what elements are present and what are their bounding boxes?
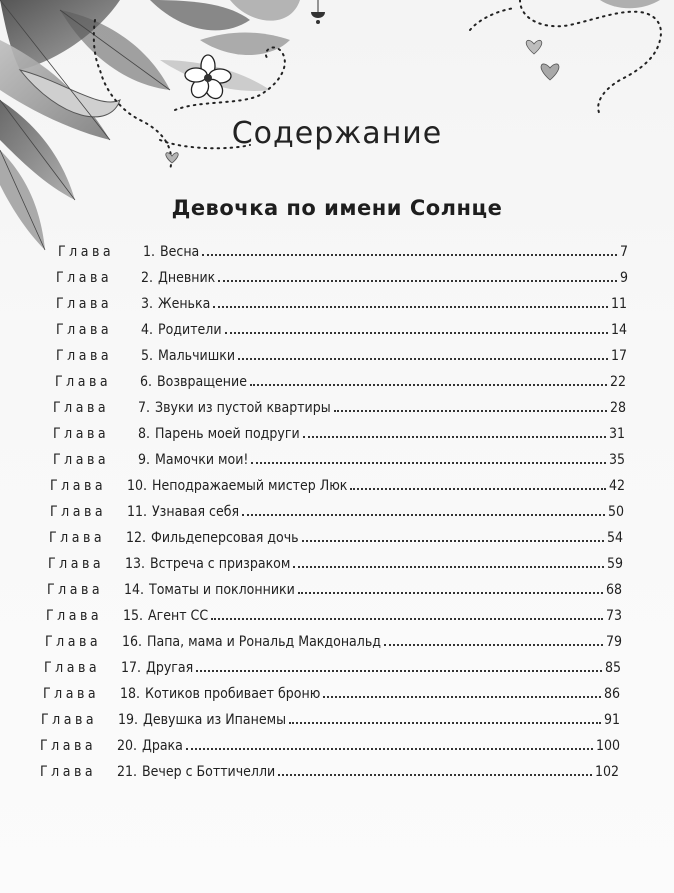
heart-icon [166,153,178,163]
chapter-number: 6. [139,374,152,390]
chapter-label: Глава [58,244,115,260]
chapter-label: Глава [53,452,110,468]
toc-entry [56,342,627,364]
page-number: 35 [608,452,625,468]
chapter-label: Глава [55,374,112,390]
page-number: 42 [608,478,625,494]
page-number: 68 [605,582,622,598]
chapter-number: 19. [117,712,138,728]
chapter-title: Фильдеперсовая дочь [151,530,299,546]
dot-leader [334,409,607,412]
toc-entry [50,498,624,520]
page-number: 54 [606,530,623,546]
dot-leader [293,565,604,568]
dot-leader [303,435,606,438]
book-part-title: Девочка по имени Солнце [171,196,503,220]
chapter-label: Глава [56,270,113,286]
chapter-title: Девушка из Ипанемы [143,712,287,728]
leaf-cluster-top-icon [150,0,300,91]
dot-leader [213,305,608,308]
page-number: 59 [606,556,623,572]
chapter-title: Другая [146,660,194,676]
chapter-label: Глава [40,764,97,780]
dot-leader [238,357,608,360]
chapter-label: Глава [49,530,106,546]
dotted-swirl-right [520,0,661,115]
dot-leader [218,279,617,282]
page-number: 28 [609,400,626,416]
toc-entry [50,472,625,494]
chapter-number: 3. [140,296,153,312]
chapter-label: Глава [56,296,113,312]
chapter-title: Неподражаемый мистер Люк [152,478,348,494]
toc-entry [40,732,620,754]
dot-leader [211,617,603,620]
toc-entry [45,628,622,650]
dot-leader [350,487,606,490]
chapter-label: Глава [43,686,100,702]
chapter-title: Возвращение [157,374,247,390]
chapter-title: Весна [160,244,200,260]
page-number: 11 [610,296,627,312]
dot-leader [202,253,617,256]
toc-entry [49,524,623,546]
chapter-title: Томаты и поклонники [149,582,295,598]
chapter-number: 18. [119,686,140,702]
dotted-swirl-center [175,47,285,110]
leaf-top-right-icon [600,0,660,8]
page-number: 102 [594,764,619,780]
chapter-title: Котиков пробивает броню [145,686,321,702]
chapter-title: Парень моей подруги [155,426,300,442]
dot-leader [302,539,604,542]
dot-leader [289,721,601,724]
chapter-title: Женька [158,296,211,312]
page-title: Содержание [231,116,443,151]
page-number: 91 [603,712,620,728]
chapter-number: 20. [116,738,137,754]
toc-entry [53,420,625,442]
toc-entry [56,316,627,338]
page-number: 22 [609,374,626,390]
page-number: 73 [605,608,622,624]
chapter-number: 12. [125,530,146,546]
chapter-title: Узнавая себя [152,504,240,520]
chapter-label: Глава [56,322,113,338]
chapter-title: Родители [158,322,222,338]
dot-leader [225,331,608,334]
toc-entry [40,758,619,780]
chapter-title: Мальчишки [158,348,236,364]
chapter-label: Глава [53,400,110,416]
heart-icon [526,40,542,54]
page-number: 31 [608,426,625,442]
chapter-title: Папа, мама и Рональд Макдональд [147,634,381,650]
dot-leader [251,461,606,464]
chapter-number: 5. [140,348,153,364]
chapter-title: Мамочки мои! [155,452,249,468]
toc-entry [41,706,620,728]
heart-icon [541,64,559,80]
toc-entry [56,264,628,286]
toc-entry [48,550,623,572]
dot-leader [323,695,601,698]
chapter-number: 2. [140,270,153,286]
toc-entry [53,394,626,416]
toc-entry [43,680,620,702]
chapter-number: 4. [140,322,153,338]
page-number: 14 [610,322,627,338]
toc-entry [53,446,625,468]
chapter-number: 21. [116,764,137,780]
page-number: 100 [595,738,620,754]
dot-leader [250,383,607,386]
dot-leader [278,773,592,776]
dot-leader [186,747,593,750]
toc-entry [58,238,628,260]
dot-leader [242,513,605,516]
chapter-title: Дневник [158,270,216,286]
flower-icon [185,55,231,102]
chapter-title: Драка [142,738,183,754]
page-number: 85 [604,660,621,676]
toc-entry [56,290,627,312]
chapter-label: Глава [41,712,98,728]
chapter-label: Глава [56,348,113,364]
chapter-number: 1. [142,244,155,260]
chapter-label: Глава [50,504,107,520]
chapter-number: 17. [120,660,141,676]
chapter-label: Глава [44,660,101,676]
page-number: 86 [603,686,620,702]
page-number: 50 [607,504,624,520]
chapter-number: 13. [124,556,145,572]
chapter-number: 9. [137,452,150,468]
dotted-swirl-right-2 [470,8,515,30]
chapter-title: Агент СС [148,608,209,624]
dot-leader [298,591,603,594]
chapter-number: 7. [137,400,150,416]
chapter-label: Глава [46,608,103,624]
chapter-number: 16. [121,634,142,650]
dot-leader [196,669,602,672]
page-number: 17 [610,348,627,364]
chapter-label: Глава [40,738,97,754]
chapter-title: Вечер с Боттичелли [142,764,276,780]
chapter-label: Глава [45,634,102,650]
dot-leader [384,643,603,646]
toc-entry [46,602,622,624]
page-number: 9 [619,270,628,286]
chapter-title: Встреча с призраком [150,556,291,572]
chapter-number: 14. [123,582,144,598]
toc-entry [55,368,626,390]
chapter-label: Глава [53,426,110,442]
page-number: 7 [619,244,628,260]
chapter-label: Глава [47,582,104,598]
chapter-number: 15. [122,608,143,624]
chapter-label: Глава [48,556,105,572]
page-number: 79 [605,634,622,650]
chapter-label: Глава [50,478,107,494]
toc-entry [47,576,622,598]
pendant-ornament-icon [311,0,325,24]
toc-entry [44,654,621,676]
chapter-title: Звуки из пустой квартиры [155,400,331,416]
chapter-number: 11. [126,504,147,520]
chapter-number: 10. [126,478,147,494]
chapter-number: 8. [137,426,150,442]
